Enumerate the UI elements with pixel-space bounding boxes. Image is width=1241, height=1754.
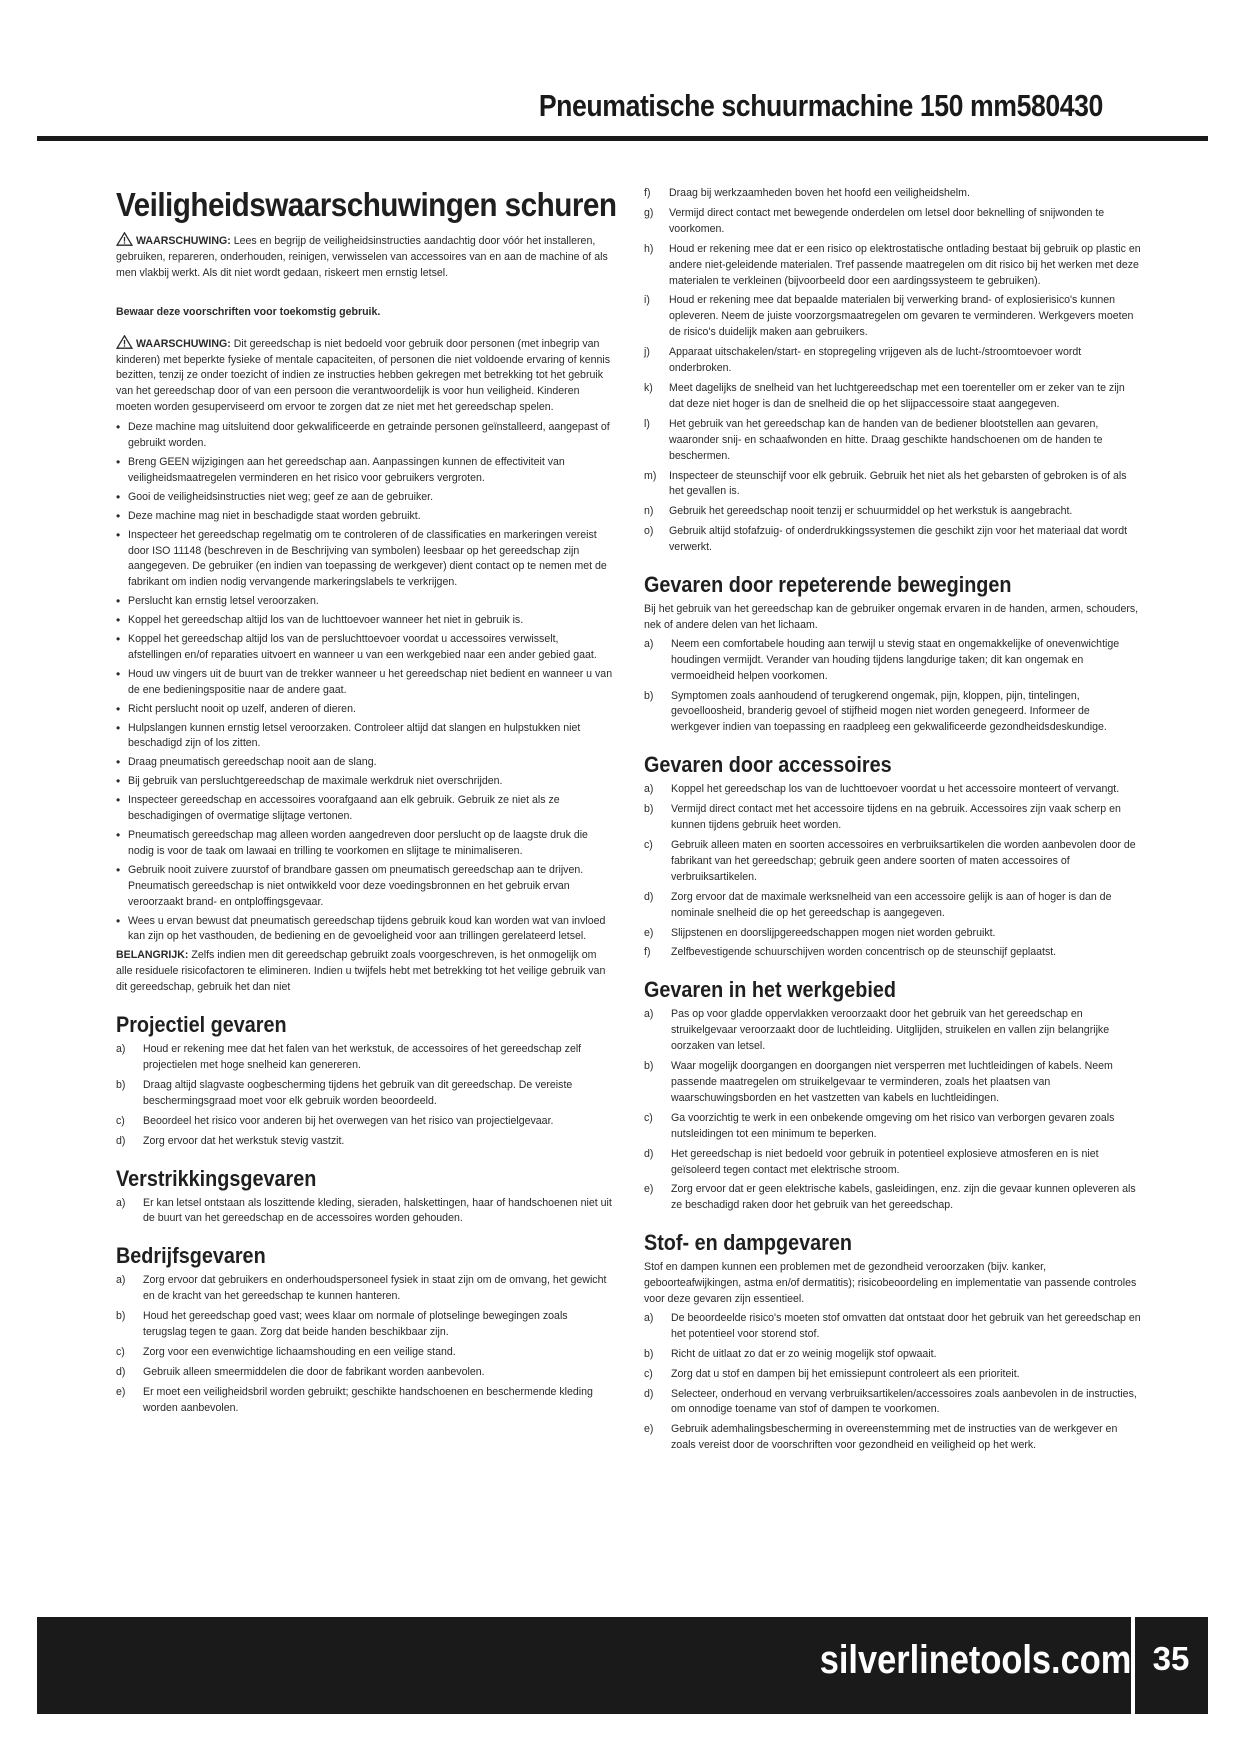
list-item: a) Neem een comfortabele houding aan terwijl u stevig staat en ongemakkelijke of onevenwichtige houdingen vermijdt. Verander van houding tijdens langdurige taken; dit kan ongemak en vermoeidheid helpen voorkomen. [644,637,1120,682]
important-text: Zelfs indien men dit gereedschap gebruikt zoals voorgeschreven, is het onmogelijk om alle residuele risicofactoren te elimineren. Indien u twijfels hebt met betrekking tot het veilige gebruik van dit gereedschap, gebruik het dan niet [116,949,606,994]
list-item: o) Gebruik altijd stofafzuig- of onderdrukkingssystemen die geschikt zijn voor het materiaal dat wordt verwerkt. [644,525,1128,554]
list-item: • Wees u ervan bewust dat pneumatisch gereedschap tijdens gebruik koud kan worden wat van invloed kan zijn op het vasthouden, de bediening en de gevoeligheid voor aan trillingen gerelateerd letsel. [116,914,614,946]
section-title-workplace: Gevaren in het werkgebied [644,977,896,1003]
list-item: b) Symptomen zoals aanhoudend of terugkerend ongemak, pijn, kloppen, pijn, tintelingen, gevoelloosheid, branderig gevoel of stijfheid mogen niet worden genegeerd. Informeer de werkgever indien van toepassing en raadpleeg een gekwalificeerde gezondheidsdeskundige. [644,689,1107,734]
list-item: d) Zorg ervoor dat het werkstuk stevig vastzit. [116,1134,345,1147]
footer-website: silverlinetools.com [819,1638,1131,1682]
list-item: a) Pas op voor gladde oppervlakken veroorzaakt door het gebruik van het gereedschap en struikelgevaar veroorzaakt door de luchtleiding. Uitglijden, struikelen en vallen zijn belangrijke oorzaken van letsel. [644,1008,1110,1053]
list-item: i) Houd er rekening mee dat bepaalde materialen bij verwerking brand- of explosierisico's kunnen opleveren. Neem de juiste voorzorgsmaatregelen om gevaren te verminderen. Werkgevers moeten de risico's duidelijk maken aan gebruikers. [644,294,1134,339]
operating-list [116,1273,614,1416]
list-item: c) Gebruik alleen maten en soorten accessoires en verbruiksartikelen die worden aanbevolen door de fabrikant van het gereedschap; gebruik geen andere soorten of maten accessoires of verbruiksartikelen. [644,839,1136,883]
list-item: e) Slijpstenen en doorslijpgereedschappen mogen niet worden gebruikt. [644,926,996,939]
list-item: a) Koppel het gereedschap los van de luchttoevoer voordat u het accessoire monteert of vervangt. [644,783,1120,796]
keep-instructions: Bewaar deze voorschriften voor toekomstig gebruik. [116,305,381,318]
list-item: • Hulpslangen kunnen ernstig letsel veroorzaken. Controleer altijd dat slangen en hulpstukken niet beschadigd zijn of los zitten. [116,721,614,753]
warning-triangle-icon [116,232,133,246]
repetitive-list [644,637,1141,736]
projectile-list [116,1042,614,1149]
list-item: • Gebruik nooit zuivere zuurstof of brandbare gassen om pneumatisch gereedschap aan te drijven. Pneumatisch gereedschap is niet ontwikkeld voor deze voedingsbronnen en het gebruik ervan veroorzaakt brand- en ontploffingsgevaar. [116,863,614,911]
list-item: a) De beoordeelde risico's moeten stof omvatten dat ontstaat door het gebruik van het gereedschap en het potentieel voor storend stof. [644,1311,1141,1340]
list-item: k) Meet dagelijks de snelheid van het luchtgereedschap met een toerenteller om er zeker van te zijn dat deze niet hoger is dan de snelheid die op het slijpaccessoire staat aangegeven. [644,381,1125,410]
header-rule [37,136,1208,141]
section-title-entanglement: Verstrikkingsgevaren [116,1165,317,1191]
warning-paragraph-2 [116,335,614,417]
main-title: Veiligheidswaarschuwingen schuren [116,186,617,223]
list-item: b) Richt de uitlaat zo dat er zo weinig mogelijk stof opwaait. [644,1347,937,1360]
page-header-title: Pneumatische schuurmachine 150 mm580430 [538,88,1103,123]
list-item: • Deze machine mag uitsluitend door gekwalificeerde en getrainde personen geïnstalleerd, aangepast of gebruikt worden. [116,420,614,452]
warning-triangle-icon [116,335,133,349]
list-item: a) Er kan letsel ontstaan als loszittende kleding, sieraden, halskettingen, haar of handschoenen niet uit de buurt van het gereedschap en de accessoires worden gehouden. [116,1196,612,1225]
list-item: m) Inspecteer de steunschijf voor elk gebruik. Gebruik het niet als het gebarsten of gebroken is of als het gevallen is. [644,469,1127,498]
general-safety-list [116,420,614,945]
section-title-repetitive: Gevaren door repeterende bewegingen [644,572,1012,598]
warning-label: WAARSCHUWING: [136,337,231,350]
section-intro: Bij het gebruik van het gereedschap kan de gebruiker ongemak ervaren in de handen, armen, schouders, nek of andere delen van het lichaam. [644,603,1139,631]
warning-paragraph-1 [116,232,614,282]
list-item: b) Draag altijd slagvaste oogbescherming tijdens het gebruik van dit gereedschap. De vereiste beschermingsgraad moet voor elk gebruik worden beoordeeld. [116,1078,573,1107]
list-item: d) Het gereedschap is niet bedoeld voor gebruik in potentieel explosieve atmosferen en is niet geïsoleerd tegen contact met elektrische stroom. [644,1147,1099,1176]
list-item: n) Gebruik het gereedschap nooit tenzij er schuurmiddel op het werkstuk is aangebracht. [644,505,1073,518]
list-item: a) Zorg ervoor dat gebruikers en onderhoudspersoneel fysiek in staat zijn om de omvang, het gewicht en de kracht van het gereedschap te kunnen hanteren. [116,1274,607,1303]
list-item: b) Waar mogelijk doorgangen en doorgangen niet versperren met luchtleidingen of kabels. Neem passende maatregelen om struikelgevaar te verminderen, zoals het plaatsen van waarschuwingsborden en het vastzetten van kabels en luchtleidingen. [644,1060,1113,1104]
section-title-operating: Bedrijfsgevaren [116,1243,266,1269]
list-item: b) Vermijd direct contact met het accessoire tijdens en na gebruik. Accessoires zijn vaak scherp en kunnen tijdens gebruik heet worden. [644,803,1121,832]
workplace-list [644,1007,1141,1214]
list-item: • Richt perslucht nooit op uzelf, anderen of dieren. [116,702,614,718]
list-item: • Breng GEEN wijzigingen aan het gereedschap aan. Aanpassingen kunnen de effectiviteit van veiligheidsmaatregelen verminderen en het risico voor gebruikers vergroten. [116,455,614,487]
operating-list-continued [644,186,1141,556]
list-item: a) Houd er rekening mee dat het falen van het werkstuk, de accessoires of het gereedschap zelf projectielen met hoge snelheid kan genereren. [116,1043,582,1071]
right-column [644,184,1141,1458]
list-item: • Inspecteer gereedschap en accessoires voorafgaand aan elk gebruik. Gebruik ze niet als ze beschadigingen of overmatige slijtage vertonen. [116,793,614,825]
list-item: • Houd uw vingers uit de buurt van de trekker wanneer u het gereedschap niet bedient en wanneer u van de ene bedieningspositie naar de andere gaat. [116,667,614,699]
list-item: d) Gebruik alleen smeermiddelen die door de fabrikant worden aanbevolen. [116,1365,485,1378]
list-item: • Gooi de veiligheidsinstructies niet weg; geef ze aan de gebruiker. [116,490,614,506]
important-note [116,948,614,996]
list-item: • Inspecteer het gereedschap regelmatig om te controleren of de classificaties en markeringen vereist door ISO 11148 (beschreven in de Beschrijving van symbolen) leesbaar op het gereedschap zijn aangegeven. De gebruiker (en indien van toepassing de werkgever) dient contact op te nemen met de fabrikant om indien nodig vervangende markeringslabels te verkrijgen. [116,528,614,592]
list-item: d) Selecteer, onderhoud en vervang verbruiksartikelen/accessoires zoals aanbevolen in de instructies, om onnodige toename van stof of dampen te voorkomen. [644,1387,1137,1416]
list-item: g) Vermijd direct contact met bewegende onderdelen om letsel door beknelling of snijwonden te voorkomen. [644,206,1105,235]
footer-divider [1131,1617,1135,1714]
list-item: • Deze machine mag niet in beschadigde staat worden gebruikt. [116,509,614,525]
list-item: f) Zelfbevestigende schuurschijven worden concentrisch op de steunschijf geplaatst. [644,946,1057,959]
section-title-dust: Stof- en dampgevaren [644,1230,852,1256]
section-intro: Stof en dampen kunnen een problemen met de gezondheid veroorzaken (bijv. kanker, geboorteafwijkingen, astma en/of dermatitis); risicobeoordeling en implementatie van passende controles voor deze gevaren zijn essentieel. [644,1261,1137,1306]
section-title-accessories: Gevaren door accessoires [644,752,892,778]
list-item: e) Er moet een veiligheidsbril worden gebruikt; geschikte handschoenen en beschermende kleding worden aanbevolen. [116,1385,593,1414]
list-item: c) Ga voorzichtig te werk in een onbekende omgeving om het risico van verborgen gevaren zoals nutsleidingen tot een minimum te beperken. [644,1111,1115,1140]
warning-text: Lees en begrijp de veiligheidsinstructies aandachtig door vóór het installeren, gebruiken, repareren, onderhouden, reinigen, verwisselen van accessoires van en aan de machine of als men vlakbij werkt. Als dit niet wordt gedaan, riskeert men ernstig letsel. [116,235,608,279]
list-item: • Koppel het gereedschap altijd los van de persluchttoevoer voordat u accessoires verwisselt, afstellingen en/of reparaties uitvoert en wanneer u van een werkgebied naar een ander gebied gaat. [116,632,614,664]
warning-label: WAARSCHUWING: [136,235,231,247]
list-item: c) Zorg voor een evenwichtige lichaamshouding en een veilige stand. [116,1345,456,1358]
list-item: f) Draag bij werkzaamheden boven het hoofd een veiligheidshelm. [644,187,970,199]
dust-list [644,1311,1141,1454]
list-item: j) Apparaat uitschakelen/start- en stopregeling vrijgeven als de lucht-/stroomtoevoer wordt onderbroken. [644,346,1082,375]
list-item: l) Het gebruik van het gereedschap kan de handen van de bediener blootstellen aan gevaren, waaronder snij- en schaafwonden en hitte. Draag geschikte handschoenen om de handen te beschermen. [644,417,1103,462]
list-item: h) Houd er rekening mee dat er een risico op elektrostatische ontlading bestaat bij gebruik op plastic en andere niet-geleidende materialen. Tref passende maatregelen om dit risico bij het werken met deze materialen te verkleinen (bijvoorbeeld door een aardingssysteem te gebruiken). [644,242,1141,287]
list-item: b) Houd het gereedschap goed vast; wees klaar om normale of plotselinge bewegingen zoals terugslag tegen te gaan. Zorg dat beide handen beschikbaar zijn. [116,1310,568,1339]
list-item: c) Beoordeel het risico voor anderen bij het overwegen van het risico van projectielgevaar. [116,1114,554,1127]
list-item: • Bij gebruik van persluchtgereedschap de maximale werkdruk niet overschrijden. [116,774,614,790]
entanglement-list [116,1196,614,1228]
important-label: BELANGRIJK: [116,949,189,962]
list-item: d) Zorg ervoor dat de maximale werksnelheid van een accessoire gelijk is aan of hoger is dan de nominale snelheid die op het gereedschap is aangegeven. [644,890,1112,919]
list-item: • Draag pneumatisch gereedschap nooit aan de slang. [116,755,614,771]
list-item: c) Zorg dat u stof en dampen bij het emissiepunt controleert als een prioriteit. [644,1367,1020,1380]
page-number: 35 [1152,1640,1190,1677]
accessories-list [644,782,1141,961]
list-item: • Perslucht kan ernstig letsel veroorzaken. [116,594,614,610]
list-item: e) Gebruik ademhalingsbescherming in overeenstemming met de instructies van de werkgever en zoals vereist door de voorschriften voor gezondheid en veiligheid op het werk. [644,1423,1118,1452]
list-item: • Pneumatisch gereedschap mag alleen worden aangedreven door perslucht op de laagste druk die nodig is voor de taak om lawaai en trilling te voorkomen en slijtage te minimaliseren. [116,828,614,860]
list-item: e) Zorg ervoor dat er geen elektrische kabels, gasleidingen, enz. zijn die gevaar kunnen opleveren als ze beschadigd raken door het gebruik van het gereedschap. [644,1183,1136,1212]
warning-text: Dit gereedschap is niet bedoeld voor gebruik door personen (met inbegrip van kinderen) met beperkte fysieke of mentale capaciteiten, of personen die niet voldoende ervaring of kennis bezitten, tenzij ze onder toezicht of indien ze instructies hebben gekregen met betrekking tot het gebruik van het gereedschap door of van een persoon die verantwoordelijk is voor hun veiligheid. Kinderen moeten worden gesuperviseerd om ervoor te zorgen dat ze niet met het gereedschap spelen. [116,337,611,414]
section-title-projectile: Projectiel gevaren [116,1012,287,1038]
list-item: • Koppel het gereedschap altijd los van de luchttoevoer wanneer het niet in gebruik is. [116,613,614,629]
left-column [116,186,617,1421]
